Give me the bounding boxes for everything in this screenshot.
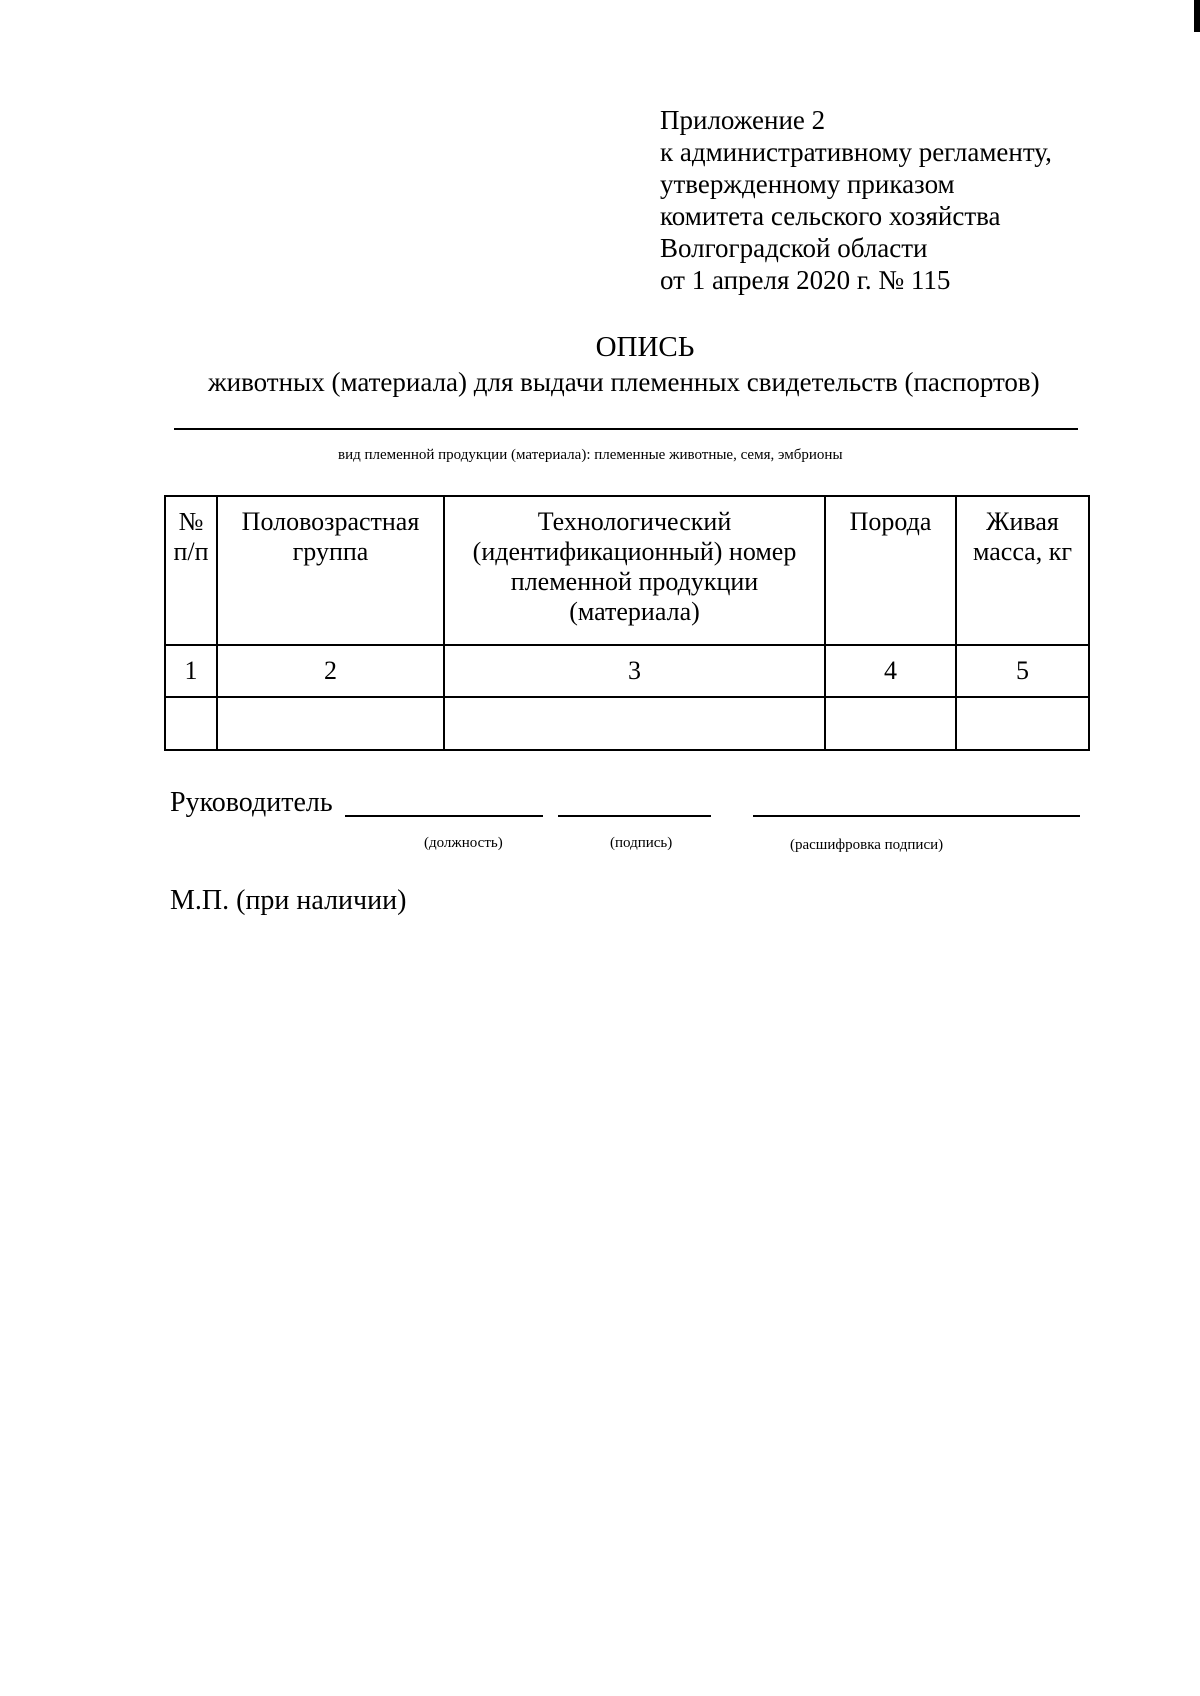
appendix-block <box>660 104 1052 296</box>
signature-fill-line <box>558 815 711 817</box>
product-type-caption: вид племенной продукции (материала): племенные животные, семя, эмбрионы <box>338 447 843 463</box>
column-header-breed <box>825 496 956 645</box>
appendix-line: утвержденному приказом <box>660 169 955 199</box>
header-text: Половозрастная группа <box>241 507 420 566</box>
document-title: ОПИСЬ <box>595 331 695 363</box>
column-number-cell: 3 <box>444 645 825 697</box>
header-text: Порода <box>849 507 932 536</box>
appendix-line: от 1 апреля 2020 г. № 115 <box>660 265 951 295</box>
column-number-cell: 4 <box>825 645 956 697</box>
table-row <box>165 697 1089 750</box>
column-header-age-sex-group <box>217 496 444 645</box>
appendix-line: к административному регламенту, <box>660 137 1052 167</box>
header-text: № п/п <box>173 507 209 566</box>
column-number-cell: 2 <box>217 645 444 697</box>
position-caption: (должность) <box>424 835 503 851</box>
product-type-fill-line <box>174 428 1078 430</box>
appendix-line: Волгоградской области <box>660 233 928 263</box>
column-number-cell: 1 <box>165 645 217 697</box>
inventory-table <box>164 495 1090 751</box>
stamp-label: М.П. (при наличии) <box>170 885 407 916</box>
column-header-id-number <box>444 496 825 645</box>
column-header-number <box>165 496 217 645</box>
decoding-caption: (расшифровка подписи) <box>790 837 944 853</box>
decoding-fill-line <box>753 815 1080 817</box>
header-text: Технологический (идентификационный) номер племенной продукции (материала) <box>472 507 797 626</box>
table-cell <box>825 697 956 750</box>
signature-label: Руководитель <box>170 787 333 818</box>
scan-corner-mark <box>1194 0 1200 32</box>
document-subtitle: животных (материала) для выдачи племенных свидетельств (паспортов) <box>208 367 1040 397</box>
table-cell <box>956 697 1089 750</box>
header-text: Живая масса, кг <box>972 507 1073 566</box>
table-cell <box>165 697 217 750</box>
position-fill-line <box>345 815 543 817</box>
table-cell <box>444 697 825 750</box>
table-cell <box>217 697 444 750</box>
column-header-live-weight <box>956 496 1089 645</box>
column-number-cell: 5 <box>956 645 1089 697</box>
table-header-row <box>165 496 1089 645</box>
signature-caption: (подпись) <box>610 835 673 851</box>
column-number-row <box>165 645 1089 697</box>
appendix-line: Приложение 2 <box>660 105 826 135</box>
appendix-line: комитета сельского хозяйства <box>660 201 1001 231</box>
